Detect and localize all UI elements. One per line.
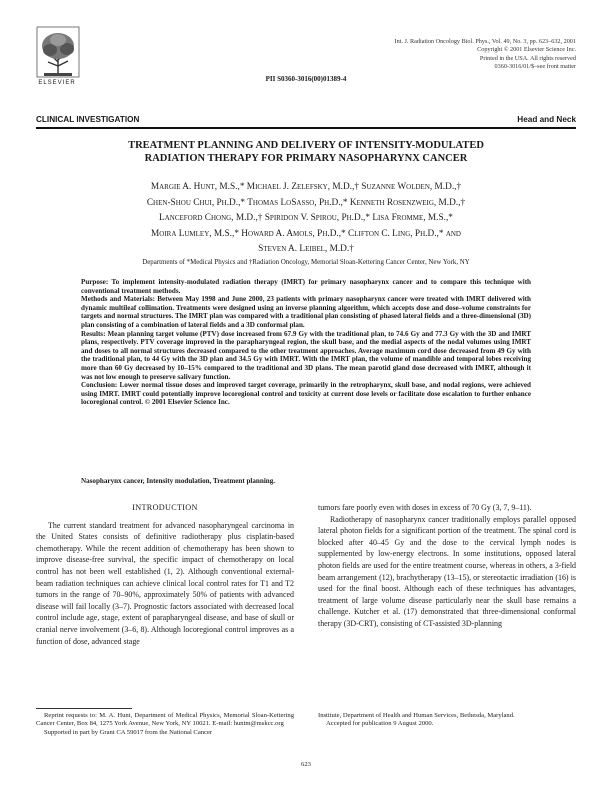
body-paragraph: tumors fare poorly even with doses in excess of 70 Gy (3, 7, 9–11). bbox=[318, 503, 532, 512]
abstract-conclusion: Conclusion: Lower normal tissue doses and improved target coverage, primarily in the retropharynx, skull base, and nodal regions, were achieved using IMRT. IMRT could potentially improve locoregional control and toxicity at current dose levels or facilitate dose escalation to further enhance locoregional control. © 2001 Elsevier Science Inc. bbox=[81, 381, 531, 407]
footnote: Institute, Department of Health and Human Services, Bethesda, Maryland. bbox=[318, 712, 515, 719]
abstract bbox=[81, 278, 531, 407]
journal-line: 0360-3016/01/$–see front matter bbox=[494, 63, 576, 71]
footnotes-left bbox=[36, 712, 294, 737]
publisher-name: ELSEVIER bbox=[38, 80, 76, 86]
footnote: Reprint requests to: M. A. Hunt, Department of Medical Physics, Memorial Sloan-Kettering Cancer Center, Box 84, 1275 York Avenue, New York, NY 10021. E-mail: huntm@mskcc.org bbox=[36, 712, 294, 728]
keywords: Nasopharynx cancer, Intensity modulation, Treatment planning. bbox=[81, 477, 276, 485]
affiliation: Departments of *Medical Physics and †Radiation Oncology, Memorial Sloan-Kettering Cancer Center, New York, NY bbox=[142, 259, 470, 266]
body-column-left bbox=[36, 502, 294, 647]
pii-identifier: PII S0360-3016(00)01389-4 bbox=[265, 75, 347, 83]
body-column-right bbox=[318, 502, 576, 630]
category-bar bbox=[36, 113, 576, 129]
author-line: Steven A. Leibel, M.D.† bbox=[258, 244, 354, 254]
author-line: Margie A. Hunt, M.S.,* Michael J. Zelefsky, M.D.,† Suzanne Wolden, M.D.,† bbox=[150, 182, 462, 192]
title-line: RADIATION THERAPY FOR PRIMARY NASOPHARYNX CANCER bbox=[144, 153, 468, 164]
journal-citation bbox=[276, 38, 576, 72]
journal-line: Int. J. Radiation Oncology Biol. Phys., Vol. 49, No. 3, pp. 623–632, 2001 bbox=[394, 38, 576, 45]
body-paragraph: The current standard treatment for advanced nasopharyngeal carcinoma in the United States consists of definitive radiotherapy plus cisplatin-based chemotherapy. While the recent addition of chemotherapy has been shown to improve disease-free survival, the specific impact of chemotherapy on local control has not been well established (1, 2). Although conventional external-beam radiation techniques can achieve clinical local control rates for T1 and T2 tumors in the range of 70–90%, approximately 50% of patients with advanced disease will fail locally (3–7). Prognostic factors associated with decreased local control include age, stage, extent of parapharyngeal disease, and base of skull or cranial nerve involvement (3–6, 8). Although locoregional control improves as a function of dose, advanced stage bbox=[36, 520, 294, 646]
body-paragraph: Radiotherapy of nasopharynx cancer traditionally employs parallel opposed lateral photon fields for a significant portion of the treatment. The spinal cord is blocked after 40–45 Gy and the dose to the cervical lymph nodes is supplemented by low-energy electrons. In some institutions, opposed lateral photon fields are used for the entire treatment course, whereas in others, a 3-field beam arrangement (12), brachytherapy (13–15), or stereotactic irradiation (16) is used for the final boost. Although each of these techniques has advantages, treatment of large volume disease particularly near the skull base remains a challenge. Kutcher et al. (17) demonstrated that three-dimensional conformal therapy (3D-CRT), consisting of CT-assisted 3D-planning bbox=[318, 514, 576, 628]
article-title bbox=[60, 139, 552, 165]
category-label: CLINICAL INVESTIGATION bbox=[36, 115, 140, 124]
page-number: 623 bbox=[301, 761, 311, 768]
abstract-results: Results: Mean planning target volume (PTV) dose increased from 67.9 Gy with the traditional plan, to 74.6 Gy and 77.3 Gy with the 3D and IMRT plans, respectively. PTV coverage improved in the parapharyngeal region, the skull base, and the medial aspects of the nodal volumes using IMRT and doses to all normal structures decreased compared to the other treatment approaches. Average maximum cord dose decreased from 49 Gy with the traditional plan, to 44 Gy with the 3D plan and 34.5 Gy with IMRT. With the IMRT plan, the volume of mandible and temporal lobes receiving more than 60 Gy decreased by 10–15% compared to the traditional and 3D plans. The mean parotid gland dose decreased with IMRT, although it was not low enough to preserve salivary function. bbox=[81, 329, 531, 381]
journal-line: Copyright © 2001 Elsevier Science Inc. bbox=[477, 46, 576, 54]
author-line: Lanceford Chong, M.D.,† Spiridon V. Spirou, Ph.D.,* Lisa Fromme, M.S.,* bbox=[159, 213, 453, 223]
abstract-purpose: Purpose: To implement intensity-modulated radiation therapy (IMRT) for primary nasopharynx cancer and to compare this technique with conventional treatment methods. bbox=[81, 278, 531, 295]
footnote-rule bbox=[36, 708, 132, 709]
title-line: TREATMENT PLANNING AND DELIVERY OF INTENSITY-MODULATED bbox=[128, 140, 484, 151]
section-label: Head and Neck bbox=[517, 115, 576, 124]
author-line: Chen-Shou Chui, Ph.D.,* Thomas LoSasso, Ph.D.,* Kenneth Rosenzweig, M.D.,† bbox=[146, 197, 466, 208]
journal-line: Printed in the USA. All rights reserved bbox=[479, 54, 576, 62]
author-line: Moira Lumley, M.S.,* Howard A. Amols, Ph.D.,* Clifton C. Ling, Ph.D.,* and bbox=[151, 228, 461, 239]
footnote: Accepted for publication 9 August 2000. bbox=[326, 720, 434, 728]
author-list bbox=[60, 180, 552, 258]
section-heading: INTRODUCTION bbox=[132, 503, 198, 512]
footnotes-right bbox=[318, 712, 576, 729]
footnote: Supported in part by Grant CA 59017 from the National Cancer bbox=[44, 728, 213, 736]
abstract-methods: Methods and Materials: Between May 1998 and June 2000, 23 patients with primary nasopharynx cancer were treated with IMRT delivered with dynamic multileaf collimation. Treatments were designed using an inverse planning algorithm, which accepts dose and dose–volume constraints for targets and normal structures. The IMRT plan was compared with a traditional plan consisting of phased lateral fields and a three-dimensional (3D) plan consisting of a combination of lateral fields and a 3D conformal plan. bbox=[81, 295, 531, 329]
